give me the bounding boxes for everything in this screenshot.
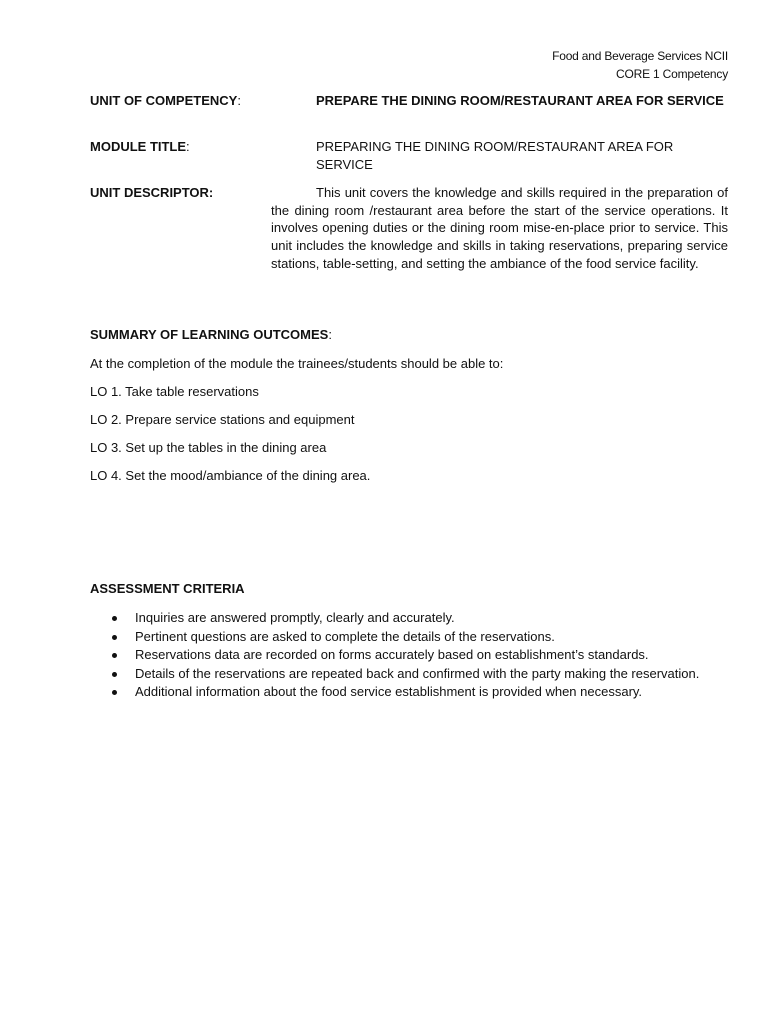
unit-descriptor-text: This unit covers the knowledge and skills required in the preparation of the dining room /restaurant area before the start of the service operations. It involves opening duties or the dining room mise-en-place prior to service. This unit includes the knowledge and skills in taking reservations, preparing service stations, table-setting, and setting the ambiance of the food service facility. (271, 185, 728, 271)
page-header (552, 47, 728, 83)
unit-of-competency-colon: : (237, 93, 241, 108)
learning-outcome-3: LO 3. Set up the tables in the dining area (90, 440, 327, 455)
learning-outcome-4: LO 4. Set the mood/ambiance of the dining area. (90, 468, 371, 483)
unit-of-competency-label-text: UNIT OF COMPETENCY (90, 93, 238, 108)
list-item (108, 609, 728, 628)
criterion-text: Reservations data are recorded on forms accurately based on establishment’s standards. (135, 647, 649, 662)
summary-heading-text: SUMMARY OF LEARNING OUTCOMES (90, 327, 329, 342)
module-title-value: PREPARING THE DINING ROOM/RESTAURANT AREA FOR SERVICE (316, 139, 674, 172)
bullet-icon (112, 616, 117, 621)
criterion-text: Inquiries are answered promptly, clearly and accurately. (135, 610, 455, 625)
list-item (108, 683, 728, 702)
module-title-colon: : (186, 139, 190, 154)
module-title-label (90, 138, 190, 156)
header-competency: CORE 1 Competency (616, 67, 728, 81)
list-item (108, 628, 728, 647)
header-course-title: Food and Beverage Services NCII (552, 49, 728, 63)
list-item (108, 646, 728, 665)
bullet-icon (112, 672, 117, 677)
unit-of-competency-label (90, 92, 241, 110)
module-title-label-text: MODULE TITLE (90, 139, 187, 154)
unit-descriptor-label: UNIT DESCRIPTOR: (90, 185, 214, 200)
bullet-icon (112, 653, 117, 658)
summary-heading (90, 326, 332, 344)
assessment-criteria-list (108, 609, 728, 702)
learning-outcome-2: LO 2. Prepare service stations and equipment (90, 412, 355, 427)
list-item (108, 665, 728, 684)
bullet-icon (112, 635, 117, 640)
criterion-text: Details of the reservations are repeated back and confirmed with the party making the reservation. (135, 665, 700, 681)
criterion-text: Pertinent questions are asked to complete the details of the reservations. (135, 628, 555, 644)
unit-of-competency-value: PREPARE THE DINING ROOM/RESTAURANT AREA FOR SERVICE (316, 93, 724, 108)
criterion-text: Additional information about the food service establishment is provided when necessary. (135, 684, 643, 699)
assessment-heading: ASSESSMENT CRITERIA (90, 581, 245, 596)
summary-intro: At the completion of the module the trainees/students should be able to: (90, 356, 504, 371)
bullet-icon (112, 690, 117, 695)
summary-heading-colon: : (328, 327, 332, 342)
learning-outcome-1: LO 1. Take table reservations (90, 384, 259, 399)
